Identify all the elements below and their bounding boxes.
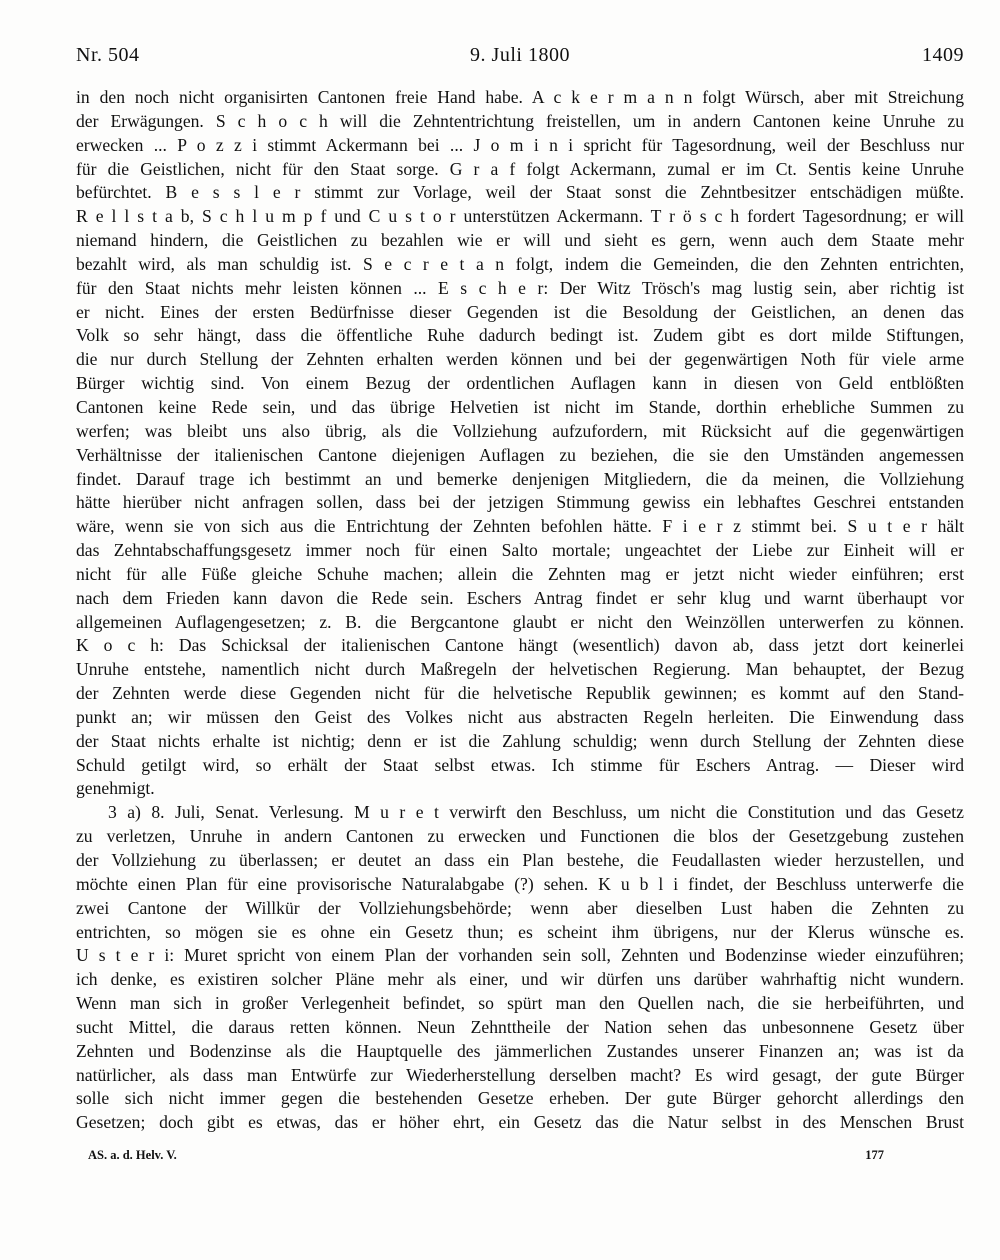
text-line: Volk so sehr hängt, dass die öffentliche Ruhe dadurch bedingt ist. Zudem gibt es dort milde Stiftungen, bbox=[76, 325, 964, 346]
text-line: entrichten, so mögen sie es ohne ein Gesetz thun; es scheint ihm übrigens, nur der Klerus wünsche es. bbox=[76, 921, 964, 942]
text-line: Gesetzen; doch gibt es etwas, das er höher ehrt, ein Gesetz das die Natur selbst in des Menschen Brust bbox=[76, 1112, 964, 1133]
text-line: das Zehntabschaffungsgesetz immer noch für einen Salto mortale; ungeachtet der Liebe zur Einheit will er bbox=[76, 540, 964, 561]
text-line: die nur durch Stellung der Zehnten erhalten werden können und bei der gegenwärtigen Noth für viele arme bbox=[76, 349, 964, 370]
text-line: für die Geistlichen, nicht für den Staat sorge. G r a f folgt Ackermann, zumal er im Ct. Sentis keine Unruhe bbox=[76, 158, 964, 179]
text-line: allgemeinen Auflagengesetzen; z. B. die Bergcantone glaubt er nicht den Weinzöllen unterwerfen zu können. bbox=[76, 611, 964, 632]
page-footer bbox=[88, 1148, 884, 1168]
text-line: 3 a) 8. Juli, Senat. Verlesung. M u r e t verwirft den Beschluss, um nicht die Constitution und das Gesetz bbox=[108, 802, 964, 823]
text-line: nicht für alle Füße gleiche Schuhe machen; allein die Zehnten mag er jetzt nicht wieder einführen; erst bbox=[76, 563, 964, 584]
text-line: der Vollziehung zu überlassen; er deutet an dass ein Plan bestehe, die Feudallasten wieder herzustellen, und bbox=[76, 850, 964, 870]
text-line: zu verletzen, Unruhe in andern Cantonen zu erwecken und Functionen die blos der Gesetzgebung zustehen bbox=[76, 826, 964, 847]
text-line: er nicht. Eines der ersten Bedürfnisse dieser Gegenden ist die Besoldung der Geistlichen, an denen das bbox=[76, 301, 964, 322]
text-line: solle sich nicht immer gegen die bestehenden Gesetze erheben. Der gute Bürger gehorcht allerdings den bbox=[76, 1088, 964, 1109]
text-line: wäre, wenn sie von sich aus die Entrichtung der Zehnten befohlen hätte. F i e r z stimmt bei. S u t e r hält bbox=[76, 516, 964, 537]
text-line: genehmigt. bbox=[76, 778, 155, 799]
text-line: zwei Cantone der Willkür der Vollziehungsbehörde; wenn aber dieselben Lust haben die Zehnten zu bbox=[76, 897, 964, 918]
text-line: U s t e r i: Muret spricht von einem Plan der vorhanden sein soll, Zehnten und Bodenzinse wieder einzuführen; bbox=[76, 945, 964, 966]
text-line: möchte einen Plan für eine provisorische Naturalabgabe (?) sehen. K u b l i findet, der Beschluss unterwerfe die bbox=[76, 873, 964, 894]
document-number: Nr. 504 bbox=[76, 44, 140, 66]
text-line: der Zehnten werde diese Gegenden nicht für die helvetische Republik gewinnen; es kommt auf den Stand- bbox=[76, 683, 964, 704]
text-line: Unruhe entstehe, namentlich nicht durch Maßregeln der helvetischen Regierung. Man behauptet, der Bezug bbox=[76, 659, 964, 680]
text-line: in den noch nicht organisirten Cantonen freie Hand habe. A c k e r m a n n folgt Würsch, aber mit Streichung bbox=[76, 87, 964, 107]
text-line: Schuld getilgt wird, so erhält der Staat selbst etwas. Ich stimme für Eschers Antrag. — Dieser wird bbox=[76, 754, 964, 775]
text-line: Zehnten und Bodenzinse als die Hauptquelle des jämmerlichen Zustandes unserer Finanzen an; was ist da bbox=[76, 1040, 964, 1061]
body-text bbox=[76, 86, 964, 1135]
text-line: hätte hierüber nicht anfragen sollen, dass bei der jetzigen Stimmung gewiss ein lebhaftes Geschrei entstanden bbox=[76, 492, 964, 513]
text-line: Cantonen keine Rede sein, und das übrige Helvetien ist nicht im Stande, dorthin erhebliche Summen zu bbox=[76, 396, 964, 417]
text-line: der Staat nichts erhalte ist nichtig; denn er ist die Zahlung schuldig; wenn durch Stellung der Zehnten diese bbox=[76, 730, 964, 751]
page-header bbox=[76, 44, 964, 74]
text-line: findet. Darauf trage ich bestimmt an und bemerke denjenigen Mitgliedern, die da meinen, die Vollziehung bbox=[76, 468, 964, 489]
text-line: sucht Mittel, die daraus retten können. Neun Zehnttheile der Nation sehen das unbesonnene Gesetz über bbox=[76, 1016, 964, 1037]
text-line: ich denke, es existiren solcher Pläne mehr als einer, und wir dürfen uns darüber wahrhaftig nicht wundern. bbox=[76, 969, 964, 990]
sheet-number: 177 bbox=[865, 1148, 884, 1162]
text-line: bezahlt wird, als man schuldig ist. S e c r e t a n folgt, indem die Gemeinden, die den Zehnten entrichten, bbox=[76, 253, 964, 274]
text-line: befürchtet. B e s s l e r stimmt zur Vorlage, weil der Staat sonst die Zehntbesitzer entschädigen müßte. bbox=[76, 182, 964, 203]
text-line: Bürger wichtig sind. Von einem Bezug der ordentlichen Auflagen kann in diesen von Geld entblößten bbox=[76, 373, 964, 394]
document-date: 9. Juli 1800 bbox=[470, 44, 570, 66]
text-line: niemand hindern, die Geistlichen zu bezahlen wie er will und sieht es gern, wenn auch dem Staate mehr bbox=[76, 230, 964, 251]
text-line: natürlicher, als dass man Entwürfe zur Wiederherstellung derselben macht? Es wird gesagt, der gute Bürger bbox=[76, 1064, 964, 1085]
text-line: R e l l s t a b, S c h l u m p f und C u s t o r unterstützen Ackermann. T r ö s c h fordert Tagesordnung; er will bbox=[76, 206, 964, 227]
text-line: nach dem Frieden kann davon die Rede sein. Eschers Antrag findet er sehr klug und warnt überhaupt vor bbox=[76, 587, 964, 608]
text-line: der Erwägungen. S c h o c h will die Zehntentrichtung freistellen, um in andern Cantonen keine Unruhe zu bbox=[76, 110, 964, 131]
text-line: K o c h: Das Schicksal der italienischen Cantone hängt (wesentlich) davon ab, dass jetzt dort keinerlei bbox=[76, 635, 964, 656]
collection-signature: AS. a. d. Helv. V. bbox=[88, 1148, 177, 1162]
text-line: für den Staat nichts mehr leisten können ... E s c h e r: Der Witz Trösch's mag lustig sein, aber richtig ist bbox=[76, 277, 964, 298]
text-line: erwecken ... P o z z i stimmt Ackermann bei ... J o m i n i spricht für Tagesordnung, weil der Beschluss nur bbox=[76, 134, 964, 155]
text-line: punkt an; wir müssen den Geist des Volkes nicht aus abstracten Regeln herleiten. Die Einwendung dass bbox=[76, 706, 964, 727]
page-number: 1409 bbox=[922, 44, 964, 66]
text-line: Wenn man sich in großer Verlegenheit befindet, so spürt man den Quellen nach, die sie herbeiführten, und bbox=[76, 993, 964, 1014]
text-line: Verhältnisse der italienischen Cantone diejenigen Auflagen zu beziehen, die sie den Umständen angemessen bbox=[76, 444, 964, 465]
text-line: werfen; was bleibt uns also übrig, als die Vollziehung aufzufordern, mit Rücksicht auf die gegenwärtigen bbox=[76, 420, 964, 441]
